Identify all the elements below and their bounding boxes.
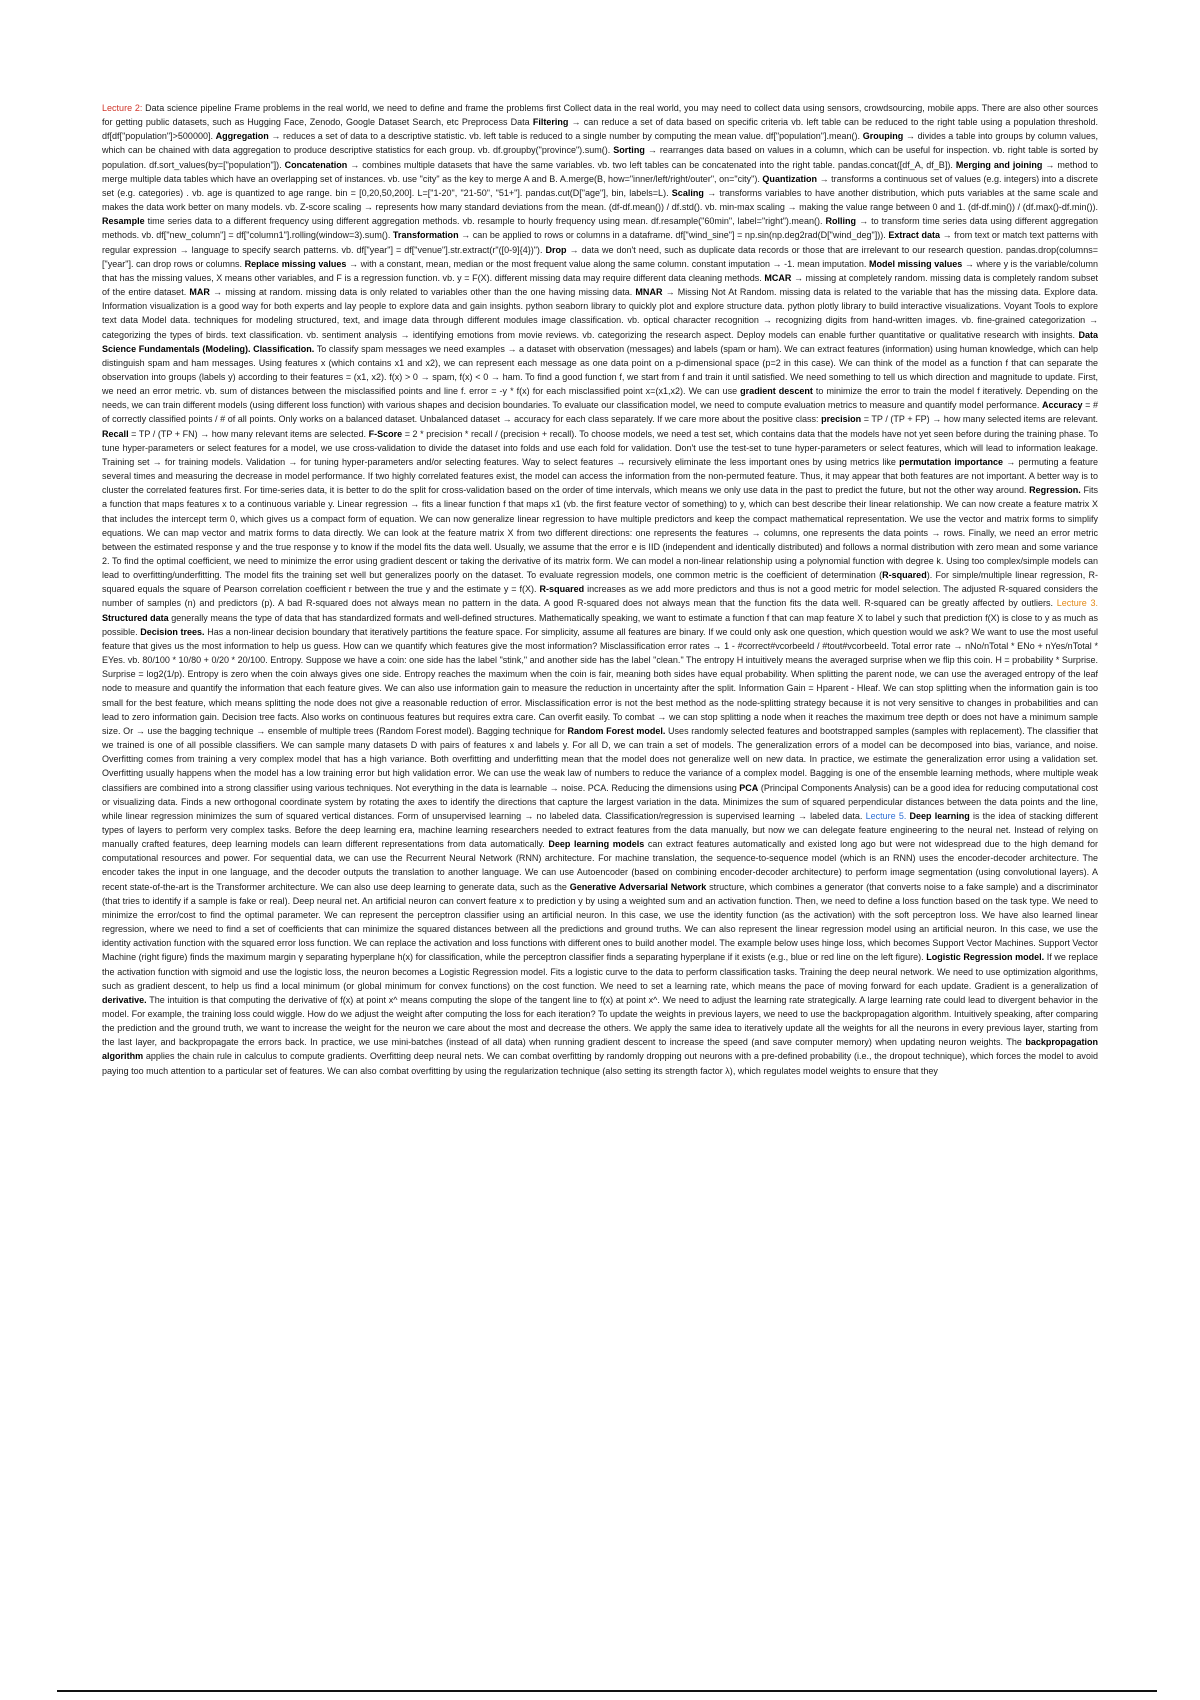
term-mar: MAR (189, 287, 210, 298)
term-grouping: Grouping (862, 131, 904, 142)
text-run: can extract features automatically and existed long ago but were not widespread due to the high demand for computational resources and power. For sequential data, we can use the Recurrent Neural Network (RNN) architecture. For machine translation, the sequence-to-sequence model (which is an RNN) uses the encoder-decoder architecture. The encoder takes the input in one language, and the decoder outputs the translation to another language. We can use Autoencoder (based on combining encoder-decoder architecture) to perform image segmentation (using convolutional layers). A recent state-of-the-art is the Transformer architecture. We can also use deep learning to generate data, such as the (102, 839, 1098, 892)
text-run: structure, which combines a generator (that converts noise to a fake sample) and a discriminator (that tries to identify if a sample is fake or real). Deep neural net. An artificial neuron can convert feature x to prediction y by using a weighted sum and an activation function. Then, we need to define a loss function based on the task type. We need to minimize the error/cost to find the optimal parameter. We can represent the perceptron classifier using an artificial neuron. In this case, we use the identity function (as the activation) with the soft perceptron loss. We have also learned linear regression, where we need to find a set of coefficients that can minimize the squared distances between all the predictions and ground truths. We can also represent the linear regression model using an artificial neuron. In this case, we use the identity activation function with the squared error loss function. We can replace the activation and loss functions with different ones to build another model. The example below uses hinge loss, which becomes Support Vector Machines. Support Vector Machine (right figure) finds the maximum margin γ separating hyperplane h(x) for classification, while the perceptron classifier finds a separating hyperplane if it exists (e.g., blue or red line on the left figure). (102, 881, 1098, 963)
term-deep-learning-models: Deep learning models (548, 839, 645, 850)
text-run: Fits a function that maps features x to a continuous variable y. Linear regression → fits a linear function f that maps x1 (vb. the first feature vector of something) to y, which can best describe their linear relationship. We can now create a feature matrix X that includes the intercept term 0, which gives us a compact form of equation. We can now generalize linear regression to have multiple predictors and keep the compact mathematical representation. We use the vector and matrix forms to simplify equations. We can map vector and matrix forms to data directly. We can look at the feature matrix X from two different directions: one represents the features → columns, one represents the data points → rows. Finally, we need an error metric between the estimated response y and the true response y to know if the model fits the data well. Usually, we assume that the error e is IID (independent and identically distributed) and follows a normal distribution with zero mean and some variance 2. To find the optimal coefficient, we need to minimize the error using gradient descent or taking the derivative of its matrix form. We can model a non-linear relationship using a polynomial function with degree k. Using too complex/simple models can lead to overfitting/underfitting. The model fits the training set well but generalizes poorly on the dataset. To evaluate regression models, one common metric is the coefficient of determination ( (102, 485, 1098, 581)
text-run: → permuting a feature several times and measuring the decrease in model performance. If two highly correlated features exist, the model can access the information from the non-permuted feature. Thus, it may appear that both features are not important. A better way is to cluster the correlated features first. For time-series data, it is better to do the split for cross-validation based on the order of time intervals, which means we only use data in the past to predict the future, but not the other way around. (102, 456, 1098, 496)
term-model-missing-values: Model missing values (869, 258, 963, 269)
text-run: → missing at random. missing data is only related to variables other than the one having missing data. (209, 287, 636, 298)
text-run: → with a constant, mean, median or the most frequent value along the same column. constant imputation → -1. mean imputation. (346, 258, 869, 269)
document-page (102, 101, 1098, 1631)
text-run: If we replace the activation function with sigmoid and use the logistic loss, the neuron becomes a Logistic Regression model. Fits a logistic curve to the data to perform classification tasks. Training the deep neural network. We need to use optimization algorithms, such as gradient descent, to help us find a local minimum (or global minimum for convex functions) on the cost function. We need to set a learning rate, which means the pace of moving forward for each update. Gradient is a generalization of (102, 952, 1098, 991)
text-run: → transforms variables to have another distribution, which puts variables at the same scale and makes the data work better on many models. vb. Z-score scaling → represents how many standard deviations from the mean. (df-df.mean()) / df.std(). vb. min-max scaling → making the value range between 0 and 1. (df-df.min()) / (df.max()-df.min()). (102, 187, 1098, 213)
term-random-forest: Random Forest model. (567, 725, 666, 736)
text-run: time series data to a different frequency using different aggregation methods. vb. resample to hourly frequency using mean. df.resample("60min", label="right").mean(). (144, 216, 826, 227)
heading-decision-trees: Decision trees. (140, 626, 205, 637)
term-gradient-descent: gradient descent (740, 386, 813, 397)
text-run: is the idea of stacking different types of layers to perform very complex tasks. Before the deep learning era, machine learning researchers needed to extract features from the data manually, but now we can delegate feature engineering to the neural net. Instead of relying on manually crafted features, deep learning models can learn different representations from data automatically. (102, 810, 1098, 850)
text-run: → method to merge multiple data tables which have an overlapping set of instances. vb. use "city" as the key to merge A and B. A.merge(B, how="inner/left/right/outer", on="city"). (102, 159, 1098, 184)
text-run: → from text or match text patterns with regular expression → language to specify search patterns. vb. df["year"] = df["venue"].str.extract(r"([0-9]{4})"). (102, 230, 1098, 255)
term-backpropagation: backpropagation algorithm (102, 1037, 1098, 1062)
text-run: → to transform time series data using different aggregation methods. vb. df["new_column"] = df["column1"].rolling(window=3).sum(). (102, 216, 1098, 241)
text-run: → rearranges data based on values in a column, which can be useful for inspection. vb. right table is sorted by population. df.sort_values(by=["population"]). (102, 145, 1098, 170)
term-f-score: F-Score (368, 428, 403, 439)
text-run: (Principal Components Analysis) can be a good idea for reducing computational cost or visualizing data. Finds a new orthogonal coordinate system by rotating the axes to identify the directions that capture the largest variation in the data. Minimizes the sum of squared perpendicular distances between the data points and the line, while linear regression minimizes the sum of squared vertical distances. Form of unsupervised learning → no labeled data. Classification/regression is supervised learning → labeled data. (102, 782, 1098, 821)
term-resample: Resample (102, 216, 145, 227)
term-drop: Drop (545, 244, 567, 255)
text-run: → where y is the variable/column that has the missing values, X means other variables, and F is a regression function. vb. y = F(X). different missing data may require different data cleaning methods. (102, 258, 1098, 283)
text-run: → divides a table into groups by column values, which can be chained with data aggregation to produce descriptive statistics for each group. vb. df.groupby("province").sum(). (102, 131, 1098, 156)
term-permutation-importance: permutation importance (899, 456, 1004, 467)
term-sorting: Sorting (613, 145, 645, 156)
term-merging-joining: Merging and joining (955, 159, 1043, 170)
term-gan: Generative Adversarial Network (569, 881, 707, 892)
text-run: → combines multiple datasets that have the same variables. vb. two left tables can be concatenated into the right table. pandas.concat([df_A, df_B]). (347, 159, 956, 170)
text-run: = TP / (TP + FN) → how many relevant items are selected. (128, 428, 369, 439)
text-run: ). For simple/multiple linear regression, R-squared equals the square of Pearson correlation coefficient r between the true y and the estimate y = f(X). (102, 570, 1098, 595)
term-r-squared: R-squared (882, 570, 927, 581)
text-run: → reduces a set of data to a descriptive statistic. vb. left table is reduced to a single number by computing the mean value. df["population"].mean(). (268, 131, 863, 142)
text-run: Uses randomly selected features and bootstrapped samples (samples with replacement). The classifier that we trained is one of all possible classifiers. We can sample many datasets D with pairs of features x and labels y. For all D, we can train a set of models. The generalization errors of a model can be decomposed into bias, variance, and noise. Overfitting comes from training a very complex model that has a high variance. Both overfitting and underfitting mean that the model does not generalize well on new data. In practice, we estimate the generalization error using a validation set. Overfitting usually happens when the model has a low training error but high validation error. We can use the weak law of numbers to reduce the variance of a complex model. Bagging is one of the ensemble learning methods, where multiple weak classifiers are combined into a strong classifier using various techniques. Not everything in the data is learnable → noise. PCA. Reducing the dimensions using (102, 725, 1098, 793)
text-run: = # of correctly classified points / # of all points. Only works on a balanced dataset. Unbalanced dataset → accuracy for each class separately. If we care more about the positive class: (102, 400, 1098, 425)
term-transformation: Transformation (392, 230, 459, 241)
text-run: increases as we add more predictors and thus is not a good metric for model selection. The adjusted R-squared considers the number of samples (n) and predictors (p). A bad R-squared does not always mean no pattern in the data. A good R-squared does not always mean that the function fits the data well. R-squared can be greatly affected by outliers. (102, 584, 1098, 609)
lecture-5-label: Lecture 5. (865, 810, 907, 821)
text-run: to minimize the error to train the model f iteratively. Depending on the needs, we can train different models (using different loss function) with various shapes and decision boundaries. To evaluate our classification model, we need to compute evaluation metrics to measure and quantify model performance. (102, 386, 1098, 411)
term-derivative: derivative. (102, 994, 147, 1005)
heading-regression: Regression. (1029, 485, 1081, 496)
term-quantization: Quantization (762, 173, 818, 184)
text-run: Has a non-linear decision boundary that iteratively partitions the feature space. For simplicity, assume all features are binary. If we could only ask one question, which question would we ask? We want to use the most useful feature that gives us the most information to help us guess. How can we quantify which features give the most information? Misclassification error rates → 1 - #correct#vcorbeeld / #tout#vcorbeeld. Total error rate → nNo/nTotal * ENo + nYes/nTotal * EYes. vb. 80/100 * 10/80 + 0/20 * 20/100. Entropy. Suppose we have a coin: one side has the label "stink," and another side has the label "clean." The entropy H intuitively means the averaged surprise when we flip this coin. H = probability * Surprise. Surprise = log2(1/p). Entropy is zero when the coin always gives one side. Entropy reaches the maximum when the coin is fair, meaning both sides have equal probability. When splitting the parent node, we can use the averaged entropy of the leaf node to measure and quantify the information that each feature gives. We can also use information gain to measure the reduction in uncertainty after the split. Information Gain = Hparent - Hleaf. We can stop splitting when the information gain is too small for the best feature, which means splitting the node does not give a reasonable reduction of error. Misclassification error is not the best method as the node-splitting strategy because it is not very sensitive to changes in probabilities and can lead to zero information gain. Decision tree facts. Also works on continuous features but requires extra care. Can overfit easily. To combat → we can stop splitting a node when it reaches the maximum tree depth or does not have a minimum sample size. Or → use the bagging technique → ensemble of multiple trees (Random Forest model). Bagging technique for (102, 626, 1098, 736)
text-run: → data we don't need, such as duplicate data records or those that are irrelevant to our research question. pandas.drop(columns=["year"]. can drop rows or columns. (102, 244, 1098, 269)
term-r-squared-2: R-squared (539, 584, 585, 595)
term-logistic-regression: Logistic Regression model. (926, 952, 1045, 963)
text-run: = 2 * precision * recall / (precision + recall). To choose models, we need a test set, which contains data that the models have not yet seen before during the training phase. To tune hyper-parameters or select features for a model, we use cross-validation to divide the dataset into folds and use each fold for validation. Don't use the test-set to tune hyper-parameters or select features, which will lead to information leakage. Training set → for training models. Validation → for tuning hyper-parameters and/or selecting features. Way to select features → recursively eliminate the less important ones by using metrics like (102, 428, 1098, 467)
term-rolling: Rolling (825, 216, 857, 227)
term-extract-data: Extract data (888, 230, 941, 241)
footer-rule (57, 1690, 1157, 1692)
term-pca: PCA (739, 782, 759, 793)
text-run: → can be applied to rows or columns in a dataframe. df["wind_sine"] = np.sin(np.deg2rad(D["wind_deg"])). (458, 230, 889, 241)
heading-data-science-fundamentals: Data Science Fundamentals (Modeling). Classification. (102, 329, 1098, 354)
lecture-notes-paragraph (102, 101, 1098, 1078)
term-replace-missing-values: Replace missing values (244, 258, 347, 269)
term-deep-learning: Deep learning (909, 810, 970, 821)
text-run: → missing at completely random. missing data is completely random subset of the entire dataset. (102, 272, 1098, 298)
text-run: To classify spam messages we need examples → a dataset with observation (messages) and labels (spam or ham). We can extract features (information) using human knowledge, which can help distinguish spam and ham messages. Using features x (which contains x1 and x2), we can represent each message as one data point on a p-dimensional space (p=2 in this case). We can think of the model as a function f that can separate the observation into groups (labels y) according to their features = (x1, x2). f(x) > 0 → spam, f(x) < 0 → ham. To find a good function f, we start from f and train it until satisfied. We need something to tell us which direction and magnitude to update. First, we need an error metric. vb. sum of distances between the misclassified points and line f. error = -y * f(x) for each misclassified point x=(x1,x2). We can use (102, 343, 1098, 397)
text-run: = TP / (TP + FP) → how many selected items are relevant. (861, 414, 1098, 425)
term-accuracy: Accuracy (1041, 400, 1083, 411)
term-structured-data: Structured data (102, 612, 169, 623)
text-run: Data science pipeline Frame problems in the real world, we need to define and frame the problems first Collect data in the real world, you may need to collect data using sensors, crowdsourcing, mobile apps. There are also other sources for getting public datasets, such as Hugging Face, Zenodo, Google Dataset Search, etc Preprocess Data (102, 103, 1098, 128)
text-run: → Missing Not At Random. missing data is related to the variable that has the missing data. Explore data. Information visualization is a good way for both experts and lay people to explore data and gain insights. python seaborn library to quickly plot and explore structure data. python plotly library to build interactive visualizations. Voyant Tools to explore text data Model data. techniques for modeling structured, text, and image data through different modules image classification. vb. optical character recognition → recognizing digits from hand-written images. vb. fine-grained categorization → categorizing the types of birds. text classification. vb. sentiment analysis → identifying emotions from movie reviews. vb. categorizing the research aspect. Deploy models can enable further quantitative or qualitative research with insights. (102, 287, 1098, 340)
term-mnar: MNAR (635, 287, 663, 298)
text-run: → can reduce a set of data based on specific criteria vb. left table can be reduced to the right table using a population threshold. df[df["population"]>500000]. (102, 117, 1098, 142)
text-run: generally means the type of data that has standardized formats and well-defined structures. Mathematically speaking, we want to estimate a function f that can map feature X to label y such that prediction f(X) is close to y as much as possible. (102, 612, 1098, 637)
term-concatenation: Concatenation (284, 159, 348, 170)
text-run: The intuition is that computing the derivative of f(x) at point x^ means computing the slope of the tangent line to f(x) at point x^. We need to adjust the learning rate strategically. A large learning rate could lead to divergent behavior in the model. For example, the training loss could wiggle. How do we adjust the weight after computing the loss for each iteration? To update the weights in previous layers, we need to use the backpropagation algorithm. Intuitively speaking, after comparing the prediction and the ground truth, we want to increase the weight for the neuron we care about the most and decrease the others. We apply the same idea to iteratively update all the weights for all the neurons in every previous layer, starting from the last layer, and backpropagate the errors back. In practice, we use mini-batches (instead of all data) when running gradient descent to increase the speed (and save computer memory) when updating neuron weights. The (102, 994, 1098, 1048)
lecture-3-label: Lecture 3. (1056, 598, 1098, 609)
term-mcar: MCAR (764, 272, 792, 283)
text-run: applies the chain rule in calculus to compute gradients. Overfitting deep neural nets. We can combat overfitting by randomly dropping out neurons with a pre-defined probability (i.e., the dropout technique), which forces the model to avoid paying too much attention to a particular set of features. We can also combat overfitting by using the regularization technique (also setting its strength factor λ), which regulates model weights to ensure that they (102, 1051, 1098, 1076)
term-recall: Recall (102, 428, 129, 439)
term-aggregation: Aggregation (215, 131, 269, 142)
term-precision: precision (821, 414, 862, 425)
text-run: → transforms a continuous set of values (e.g. integers) into a discrete set (e.g. categories) . vb. age is quantized to age range. bin = [0,20,50,200]. L=["1-20", "21-50", "51+"]. pandas.cut(D["age"], bin, labels=L). (102, 173, 1098, 198)
term-filtering: Filtering (532, 117, 569, 128)
lecture-2-label: Lecture 2: (102, 103, 143, 113)
term-scaling: Scaling (671, 187, 704, 198)
